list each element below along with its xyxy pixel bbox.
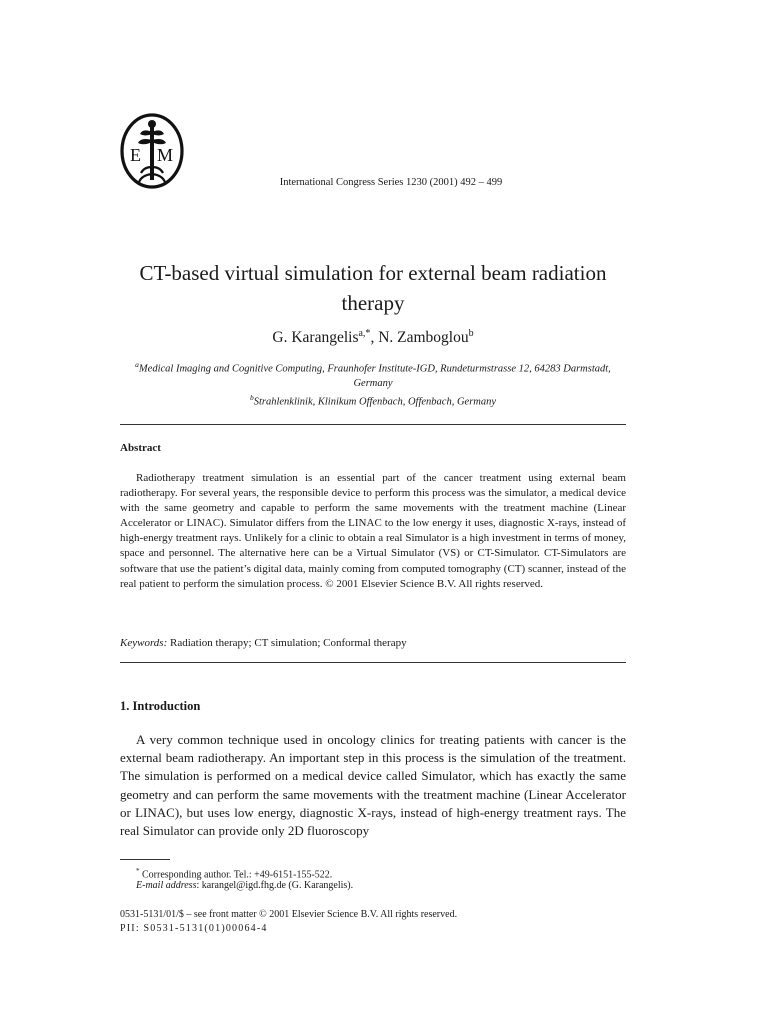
keywords-text: Radiation therapy; CT simulation; Conformal therapy (170, 637, 407, 649)
footnote-rule (120, 859, 170, 860)
paper-title: CT-based virtual simulation for external beam radiation therapy (139, 261, 607, 315)
svg-text:M: M (157, 145, 174, 165)
section-heading: 1. Introduction (120, 699, 201, 713)
author-name: N. Zamboglou (378, 329, 469, 347)
svg-text:E: E (130, 145, 141, 165)
affiliation-a: $^a$Medical Imaging and Cognitive Computing, Fraunhofer Institute-IGD, Rundeturmstrasse 12, 64283 Darmstadt, Germany (135, 360, 611, 389)
journal-citation: International Congress Series 1230 (2001) 492 – 499 (279, 177, 503, 188)
author-affiliation-mark: a,* (358, 328, 371, 339)
copyright-line: 0531-5131/01/$ – see front matter © 2001 Elsevier Science B.V. All rights reserved. (120, 909, 458, 920)
author-affiliation-mark: b (468, 328, 474, 339)
abstract-body: Radiotherapy treatment simulation is an essential part of the cancer treatment using external beam radiotherapy. For several years, the responsible device to perform this process was the simulator, a medical device with the same geometry and capable to perform the same movements with the treatment machine (Linear Accelerator or LINAC). Simulator differs from the LINAC to the low energy it uses, diagnostic X-rays, instead of high-energy treatment rays. Unlikely for a clinic to obtain a real Simulator is a high investment in terms of money, space and personnel. The alternative here can be a Virtual Simulator (VS) or CT-Simulator. CT-Simulators are software that use the patient’s digital data, mainly coming from computed tomography (CT) scanner, instead of the real patient to perform the simulation process. © 2001 Elsevier Science B.V. All rights reserved. (120, 472, 626, 590)
divider-top (120, 424, 626, 425)
keywords-label: Keywords: (120, 637, 168, 649)
footnote-corresponding: * Corresponding author. Tel.: +49-6151-155-522. (136, 867, 333, 881)
affiliation-b: $^b$Strahlenklinik, Klinikum Offenbach, Offenbach, Germany (249, 392, 497, 407)
pii-line: PII: S0531-5131(01)00064-4 (120, 923, 268, 934)
section-body: A very common technique used in oncology clinics for treating patients with cancer is the external beam radiotherapy. An important step in this process is the simulation of the treatment. The simulation is performed on a medical device called Simulator, which has exactly the same geometry and can perform the same movements with the treatment machine (Linear Accelerator or LINAC), but uses low energy, diagnostic X-rays, instead of high-energy treatment rays. The real Simulator can provide only 2D fluoroscopy (120, 732, 626, 839)
keywords (120, 637, 626, 649)
author-name: G. Karangelis (272, 329, 359, 347)
affiliations (120, 358, 626, 409)
divider-bottom (120, 662, 626, 663)
abstract-heading: Abstract (120, 442, 161, 454)
author-list (120, 328, 626, 347)
author-separator: , (370, 329, 379, 347)
footnote-email: E-mail address: karangel@igd.fhg.de (G. Karangelis). (136, 880, 354, 891)
